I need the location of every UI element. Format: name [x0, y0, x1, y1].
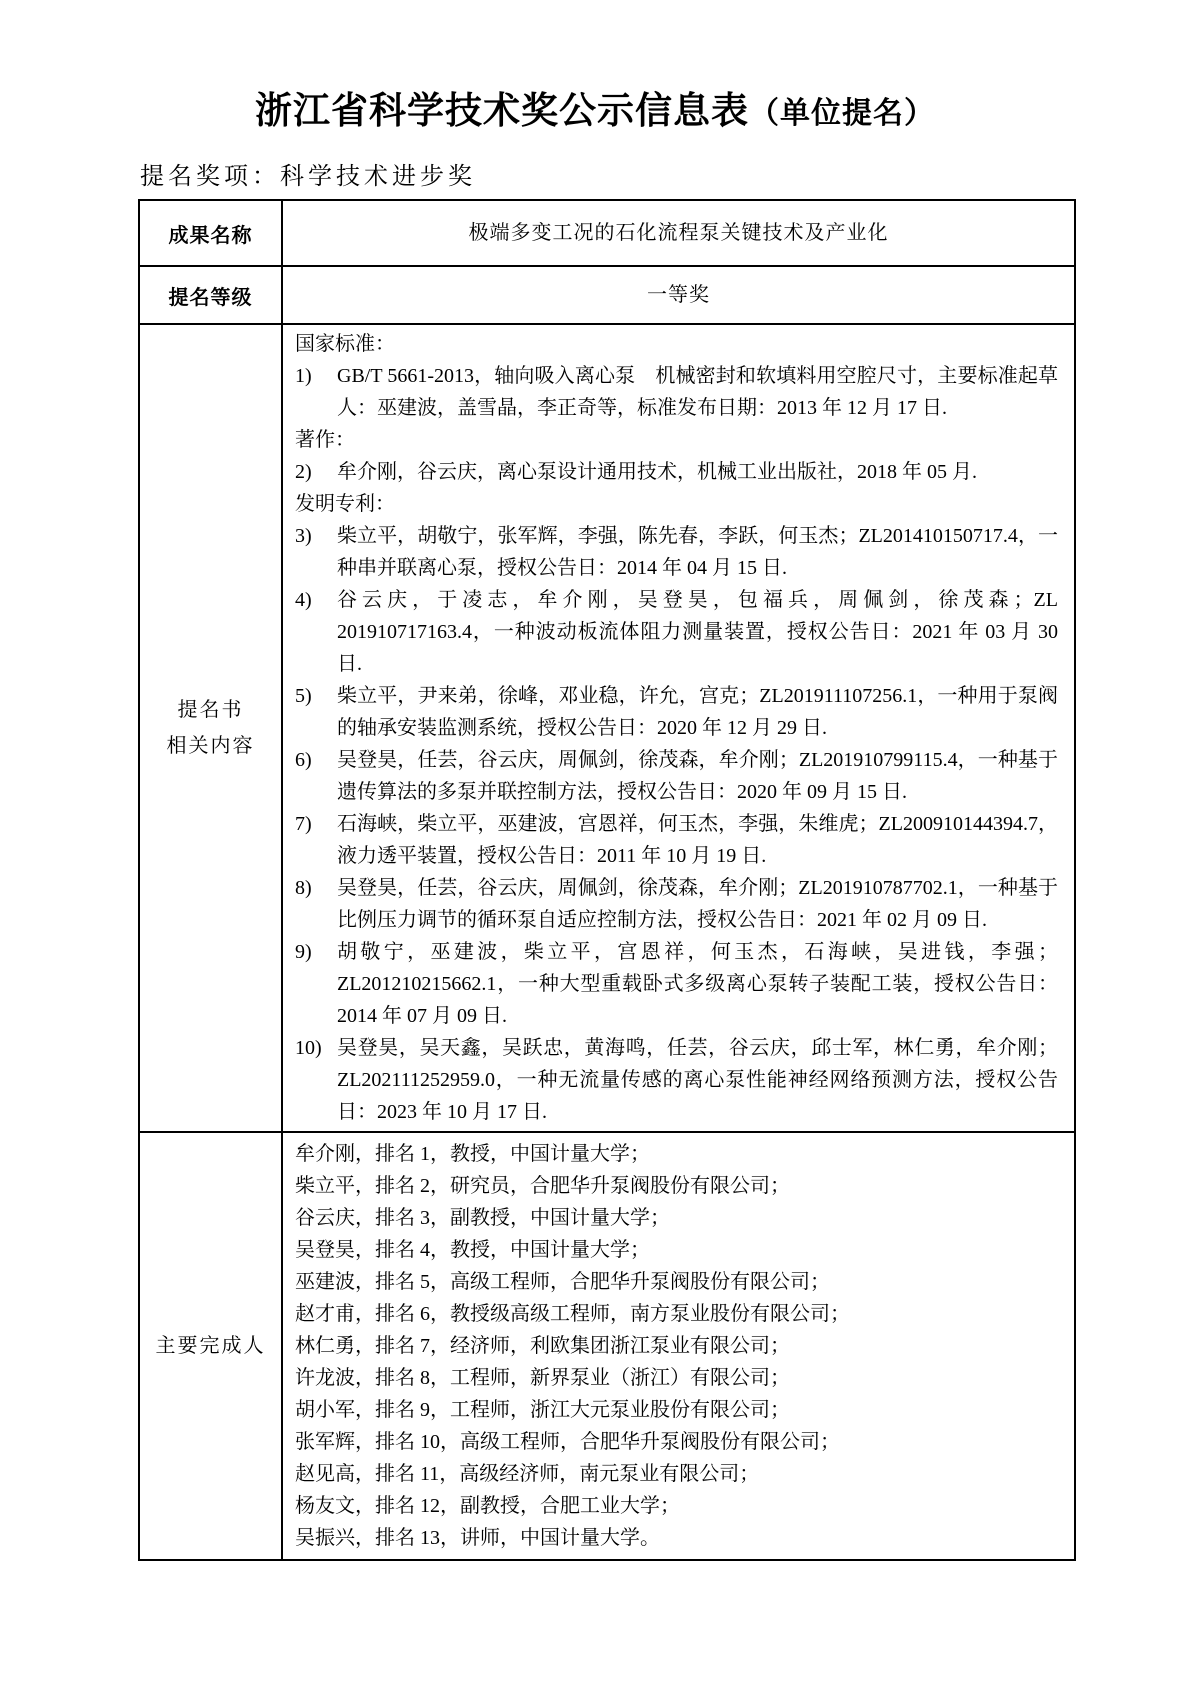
completer-line: 赵才甫，排名 6，教授级高级工程师，南方泵业股份有限公司； [295, 1303, 850, 1325]
list-item [295, 1032, 1058, 1128]
item-text: 吴登昊，任芸，谷云庆，周佩剑，徐茂森，牟介刚；ZL201910799115.4，一种基于遗传算法的多泵并联控制方法，授权公告日：2020 年 09 月 15 日. [337, 749, 1058, 803]
nomination-content-list [283, 325, 1074, 1131]
completer-line: 赵见高，排名 11，高级经济师，南元泵业有限公司； [295, 1463, 760, 1485]
completer-line: 许龙波，排名 8，工程师，新界泵业（浙江）有限公司； [295, 1367, 790, 1389]
table-row-result-name [140, 201, 1074, 267]
nomination-content-label [140, 325, 283, 1131]
list-item [295, 872, 1058, 936]
item-number: 10) [295, 1037, 322, 1059]
completer-line: 谷云庆，排名 3，副教授，中国计量大学； [295, 1207, 670, 1229]
award-info-table [138, 199, 1076, 1561]
completer-line: 吴振兴，排名 13，讲师，中国计量大学。 [295, 1527, 660, 1549]
item-text: 胡敬宁，巫建波，柴立平，宫恩祥，何玉杰，石海峡，吴进钱，李强；ZL201210215662.1，一种大型重载卧式多级离心泵转子装配工装，授权公告日：2014 年 07 月 09 日. [337, 941, 1058, 1027]
item-number: 7) [295, 813, 312, 835]
award-category-line: 提名奖项：科学技术进步奖 [140, 164, 476, 190]
item-number: 4) [295, 589, 312, 611]
list-item [295, 328, 1058, 360]
list-item [295, 584, 1058, 680]
item-text: 吴登昊，任芸，谷云庆，周佩剑，徐茂森，牟介刚；ZL201910787702.1，一种基于比例压力调节的循环泵自适应控制方法，授权公告日：2021 年 02 月 09 日. [337, 877, 1058, 931]
list-item [295, 744, 1058, 808]
completer-line: 巫建波，排名 5，高级工程师，合肥华升泵阀股份有限公司； [295, 1271, 830, 1293]
list-item [295, 680, 1058, 744]
list-item [295, 808, 1058, 872]
item-text: 石海峡，柴立平，巫建波，宫恩祥，何玉杰，李强，朱维虎；ZL200910144394.7，液力透平装置，授权公告日：2011 年 10 月 19 日. [337, 813, 1058, 867]
list-item [295, 424, 1058, 456]
completer-line: 杨友文，排名 12，副教授，合肥工业大学； [295, 1495, 680, 1517]
grade-value: 一等奖 [647, 284, 710, 306]
item-number: 8) [295, 877, 312, 899]
nomination-content-label-line2: 相关内容 [166, 735, 255, 757]
completer-line: 张军辉，排名 10，高级工程师，合肥华升泵阀股份有限公司； [295, 1431, 840, 1453]
grade-label: 提名等级 [140, 267, 283, 323]
item-text: 谷云庆，于凌志，牟介刚，吴登昊，包福兵，周佩剑，徐茂森；ZL 201910717163.4，一种波动板流体阻力测量装置，授权公告日：2021 年 03 月 30 日. [337, 589, 1058, 675]
page-title-main: 浙江省科学技术奖公示信息表 [255, 90, 749, 131]
item-text: 发明专利： [295, 493, 395, 515]
list-item [295, 456, 1058, 488]
page-title [0, 0, 1190, 134]
item-number: 2) [295, 461, 312, 483]
item-text: GB/T 5661-2013，轴向吸入离心泵 机械密封和软填料用空腔尺寸，主要标准起草人：巫建波，盖雪晶，李正奇等，标准发布日期：2013 年 12 月 17 日. [337, 365, 1058, 419]
completers-list [283, 1133, 1074, 1559]
list-item [295, 936, 1058, 1032]
item-text: 吴登昊，吴天鑫，吴跃忠，黄海鸣，任芸，谷云庆，邱士军，林仁勇，牟介刚；ZL202111252959.0，一种无流量传感的离心泵性能神经网络预测方法，授权公告日：2023 年 10 月 17 日. [337, 1037, 1058, 1123]
table-row-nomination-content [140, 325, 1074, 1133]
item-number: 5) [295, 685, 312, 707]
completer-line: 柴立平，排名 2，研究员，合肥华升泵阀股份有限公司； [295, 1175, 790, 1197]
table-row-completers [140, 1133, 1074, 1559]
completer-line: 胡小军，排名 9，工程师，浙江大元泵业股份有限公司； [295, 1399, 790, 1421]
item-number: 1) [295, 365, 312, 387]
item-number: 9) [295, 941, 312, 963]
item-number: 6) [295, 749, 312, 771]
nomination-content-label-line1: 提名书 [177, 699, 244, 721]
list-item [295, 360, 1058, 424]
table-row-grade [140, 267, 1074, 325]
item-text: 柴立平，尹来弟，徐峰，邓业稳，许允，宫克；ZL201911107256.1，一种用于泵阀的轴承安装监测系统，授权公告日：2020 年 12 月 29 日. [337, 685, 1058, 739]
result-name-value: 极端多变工况的石化流程泵关键技术及产业化 [468, 222, 889, 244]
item-text: 著作： [295, 429, 355, 451]
list-item [295, 488, 1058, 520]
completer-line: 林仁勇，排名 7，经济师，利欧集团浙江泵业有限公司； [295, 1335, 790, 1357]
list-item [295, 520, 1058, 584]
completer-line: 吴登昊，排名 4，教授，中国计量大学； [295, 1239, 650, 1261]
item-text: 国家标准： [295, 333, 395, 355]
item-text: 柴立平，胡敬宁，张军辉，李强，陈先春，李跃，何玉杰；ZL201410150717.4，一种串并联离心泵，授权公告日：2014 年 04 月 15 日. [337, 525, 1058, 579]
item-text: 牟介刚，谷云庆，离心泵设计通用技术，机械工业出版社，2018 年 05 月. [337, 461, 977, 483]
completer-line: 牟介刚，排名 1，教授，中国计量大学； [295, 1143, 650, 1165]
page-title-paren: （单位提名） [749, 97, 935, 130]
result-name-label: 成果名称 [140, 201, 283, 265]
item-number: 3) [295, 525, 312, 547]
completers-label: 主要完成人 [140, 1133, 283, 1559]
